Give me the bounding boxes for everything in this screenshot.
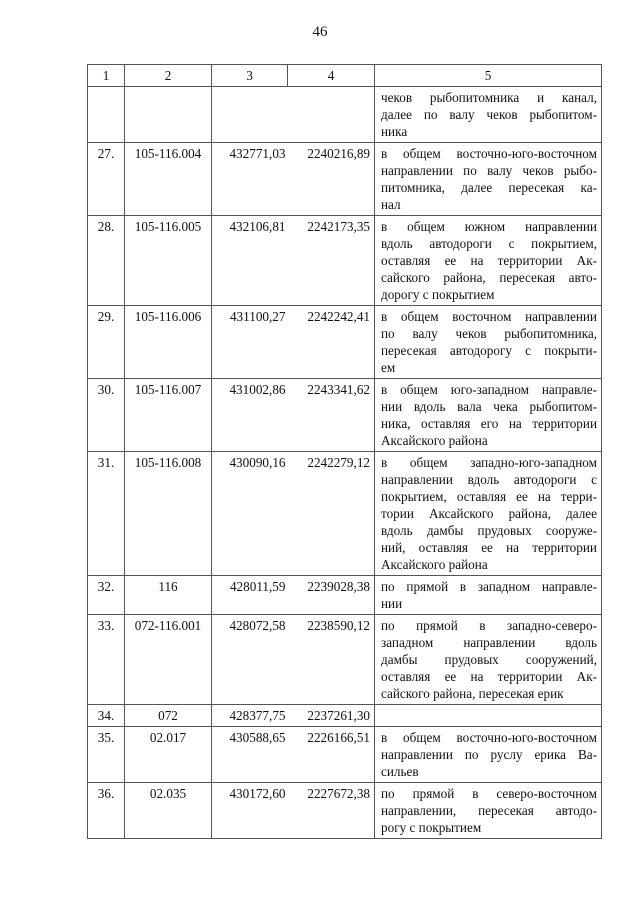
- point-id: 02.017: [125, 727, 212, 783]
- point-id: 072-116.001: [125, 615, 212, 705]
- y-coordinate: 2239028,38: [288, 576, 375, 615]
- description-line: покрытием, оставляя ее на терри-: [381, 489, 597, 504]
- description-line: по прямой в западно-северо-: [381, 618, 597, 633]
- row-number: 28.: [88, 216, 125, 306]
- table-row: [88, 705, 602, 727]
- row-number: 34.: [88, 705, 125, 727]
- row-number: 29.: [88, 306, 125, 379]
- x-coordinate: 430090,16: [212, 452, 288, 576]
- point-id: 02.035: [125, 783, 212, 839]
- point-id: 105-116.007: [125, 379, 212, 452]
- description-line: оставляя ее на территории Ак-: [381, 253, 597, 268]
- description-line: ний, оставляя ее на территории: [381, 540, 597, 555]
- description-line: вдоль автодороги с покрытием,: [381, 236, 597, 251]
- route-description: [375, 705, 602, 727]
- y-coordinate: 2226166,51: [288, 727, 375, 783]
- table-row: [88, 379, 602, 452]
- description-line: по прямой в западном направле-: [381, 579, 597, 594]
- coordinates-table: [87, 64, 602, 839]
- route-description: [375, 576, 602, 615]
- description-line: тории Аксайского района, далее: [381, 506, 597, 521]
- y-coordinate: 2238590,12: [288, 615, 375, 705]
- description-line: вдоль дамбы прудовых сооруже-: [381, 523, 597, 538]
- row-number: 33.: [88, 615, 125, 705]
- description-line: ника: [381, 124, 408, 139]
- table-row: [88, 452, 602, 576]
- header-col-4: 4: [288, 65, 375, 87]
- route-description: [375, 452, 602, 576]
- row-number: 30.: [88, 379, 125, 452]
- route-description: [375, 783, 602, 839]
- description-line: дамбы прудовых сооружений,: [381, 652, 597, 667]
- row-number: 32.: [88, 576, 125, 615]
- y-coordinate: 2243341,62: [288, 379, 375, 452]
- point-id: 116: [125, 576, 212, 615]
- header-col-1: 1: [88, 65, 125, 87]
- description-line: оставляя ее на территории Ак-: [381, 669, 597, 684]
- header-col-2: 2: [125, 65, 212, 87]
- description-line: в общем восточно-юго-восточном: [381, 730, 597, 745]
- x-coordinate: 432106,81: [212, 216, 288, 306]
- y-coordinate: 2242173,35: [288, 216, 375, 306]
- x-coordinate: 432771,03: [212, 143, 288, 216]
- x-coordinate: 431100,27: [212, 306, 288, 379]
- description-line: Аксайского района: [381, 433, 488, 448]
- table-row: [88, 576, 602, 615]
- route-description: [375, 87, 602, 143]
- y-coordinate: 2242279,12: [288, 452, 375, 576]
- point-id: 105-116.004: [125, 143, 212, 216]
- description-line: в общем западно-юго-западном: [381, 455, 597, 470]
- description-line: сайского района, пересекая авто-: [381, 270, 597, 285]
- description-line: ем: [381, 360, 396, 375]
- point-id: 105-116.006: [125, 306, 212, 379]
- description-line: в общем юго-западном направле-: [381, 382, 597, 397]
- description-line: пересекая автодорогу с покрыти-: [381, 343, 597, 358]
- description-line: сайского района, пересекая ерик: [381, 686, 564, 701]
- header-col-3: 3: [212, 65, 288, 87]
- description-line: направлении по руслу ерика Ва-: [381, 747, 597, 762]
- row-number: 35.: [88, 727, 125, 783]
- description-line: ника, оставляя его на территории: [381, 416, 597, 431]
- table-row: [88, 216, 602, 306]
- description-line: дорогу с покрытием: [381, 287, 495, 302]
- description-line: питомника, далее пересекая ка-: [381, 180, 597, 195]
- description-line: по валу чеков рыбопитомника,: [381, 326, 597, 341]
- table-row: [88, 615, 602, 705]
- description-line: направлении вдоль автодороги с: [381, 472, 597, 487]
- row-number: 31.: [88, 452, 125, 576]
- table-row: [88, 143, 602, 216]
- row-number: 36.: [88, 783, 125, 839]
- x-coordinate: 428072,58: [212, 615, 288, 705]
- y-coordinate: 2242242,41: [288, 306, 375, 379]
- x-coordinate: [212, 87, 288, 143]
- description-line: нии вдоль вала чека рыбопитом-: [381, 399, 597, 414]
- point-id: [125, 87, 212, 143]
- description-line: Аксайского района: [381, 557, 488, 572]
- row-number: [88, 87, 125, 143]
- x-coordinate: 428011,59: [212, 576, 288, 615]
- description-line: нии: [381, 596, 403, 611]
- route-description: [375, 615, 602, 705]
- page-number: 46: [312, 24, 328, 40]
- table-row: [88, 727, 602, 783]
- route-description: [375, 727, 602, 783]
- description-line: сильев: [381, 764, 419, 779]
- header-col-5: 5: [375, 65, 602, 87]
- x-coordinate: 430172,60: [212, 783, 288, 839]
- description-line: по прямой в северо-восточном: [381, 786, 597, 801]
- description-line: направлении, пересекая автодо-: [381, 803, 597, 818]
- description-line: рогу с покрытием: [381, 820, 482, 835]
- route-description: [375, 216, 602, 306]
- table-row: [88, 306, 602, 379]
- description-line: в общем восточном направлении: [381, 309, 597, 324]
- table-header-row: [88, 65, 602, 87]
- row-number: 27.: [88, 143, 125, 216]
- point-id: 072: [125, 705, 212, 727]
- route-description: [375, 306, 602, 379]
- y-coordinate: [288, 87, 375, 143]
- table-row: [88, 87, 602, 143]
- route-description: [375, 143, 602, 216]
- y-coordinate: 2227672,38: [288, 783, 375, 839]
- description-line: нал: [381, 197, 401, 212]
- description-line: далее по валу чеков рыбопитом-: [381, 107, 597, 122]
- x-coordinate: 431002,86: [212, 379, 288, 452]
- description-line: в общем восточно-юго-восточном: [381, 146, 597, 161]
- description-line: направлении по валу чеков рыбо-: [381, 163, 597, 178]
- table-row: [88, 783, 602, 839]
- point-id: 105-116.008: [125, 452, 212, 576]
- description-line: западном направлении вдоль: [381, 635, 597, 650]
- y-coordinate: 2237261,30: [288, 705, 375, 727]
- route-description: [375, 379, 602, 452]
- description-line: чеков рыбопитомника и канал,: [381, 90, 597, 105]
- description-line: в общем южном направлении: [381, 219, 597, 234]
- x-coordinate: 428377,75: [212, 705, 288, 727]
- point-id: 105-116.005: [125, 216, 212, 306]
- y-coordinate: 2240216,89: [288, 143, 375, 216]
- x-coordinate: 430588,65: [212, 727, 288, 783]
